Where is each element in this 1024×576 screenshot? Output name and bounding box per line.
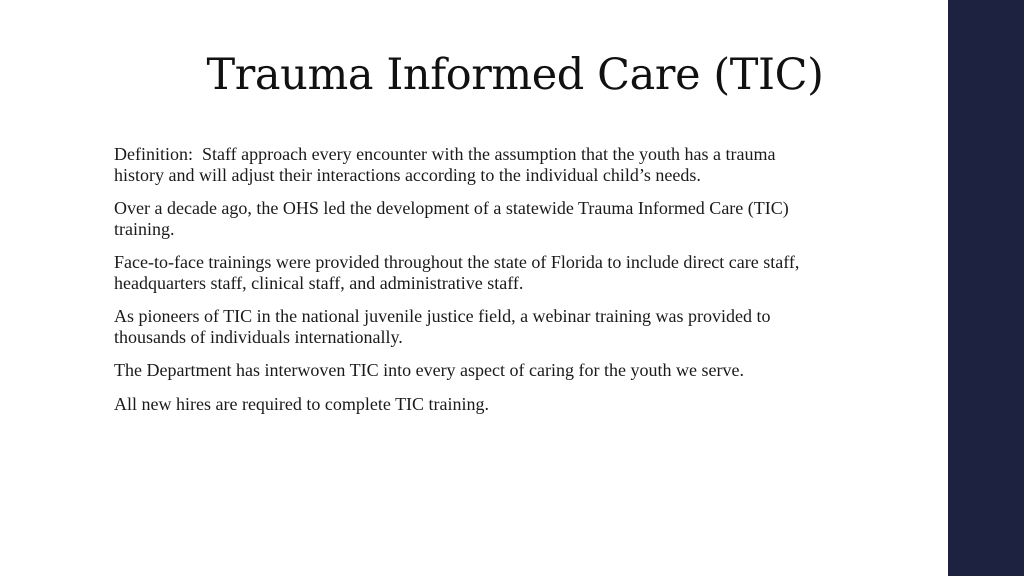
accent-sidebar xyxy=(948,0,1024,576)
paragraph-new-hires: All new hires are required to complete TIC training. xyxy=(114,393,490,414)
paragraph-webinar-training: As pioneers of TIC in the national juvenile justice field, a webinar training was provided to thousands of individuals internationally. xyxy=(114,306,775,347)
slide-title: Trauma Informed Care (TIC) xyxy=(206,50,824,100)
paragraph-face-to-face-trainings: Face-to-face trainings were provided throughout the state of Florida to include direct care staff, headquarters staff, clinical staff, and administrative staff. xyxy=(114,252,804,293)
paragraph-ohs-history: Over a decade ago, the OHS led the development of a statewide Trauma Informed Care (TIC) training. xyxy=(114,198,794,239)
paragraph-definition: Definition: Staff approach every encounter with the assumption that the youth has a trauma history and will adjust their interactions according to the individual child’s needs. xyxy=(114,144,780,185)
slide-body xyxy=(114,144,826,427)
paragraph-department-commitment: The Department has interwoven TIC into every aspect of caring for the youth we serve. xyxy=(114,360,744,380)
